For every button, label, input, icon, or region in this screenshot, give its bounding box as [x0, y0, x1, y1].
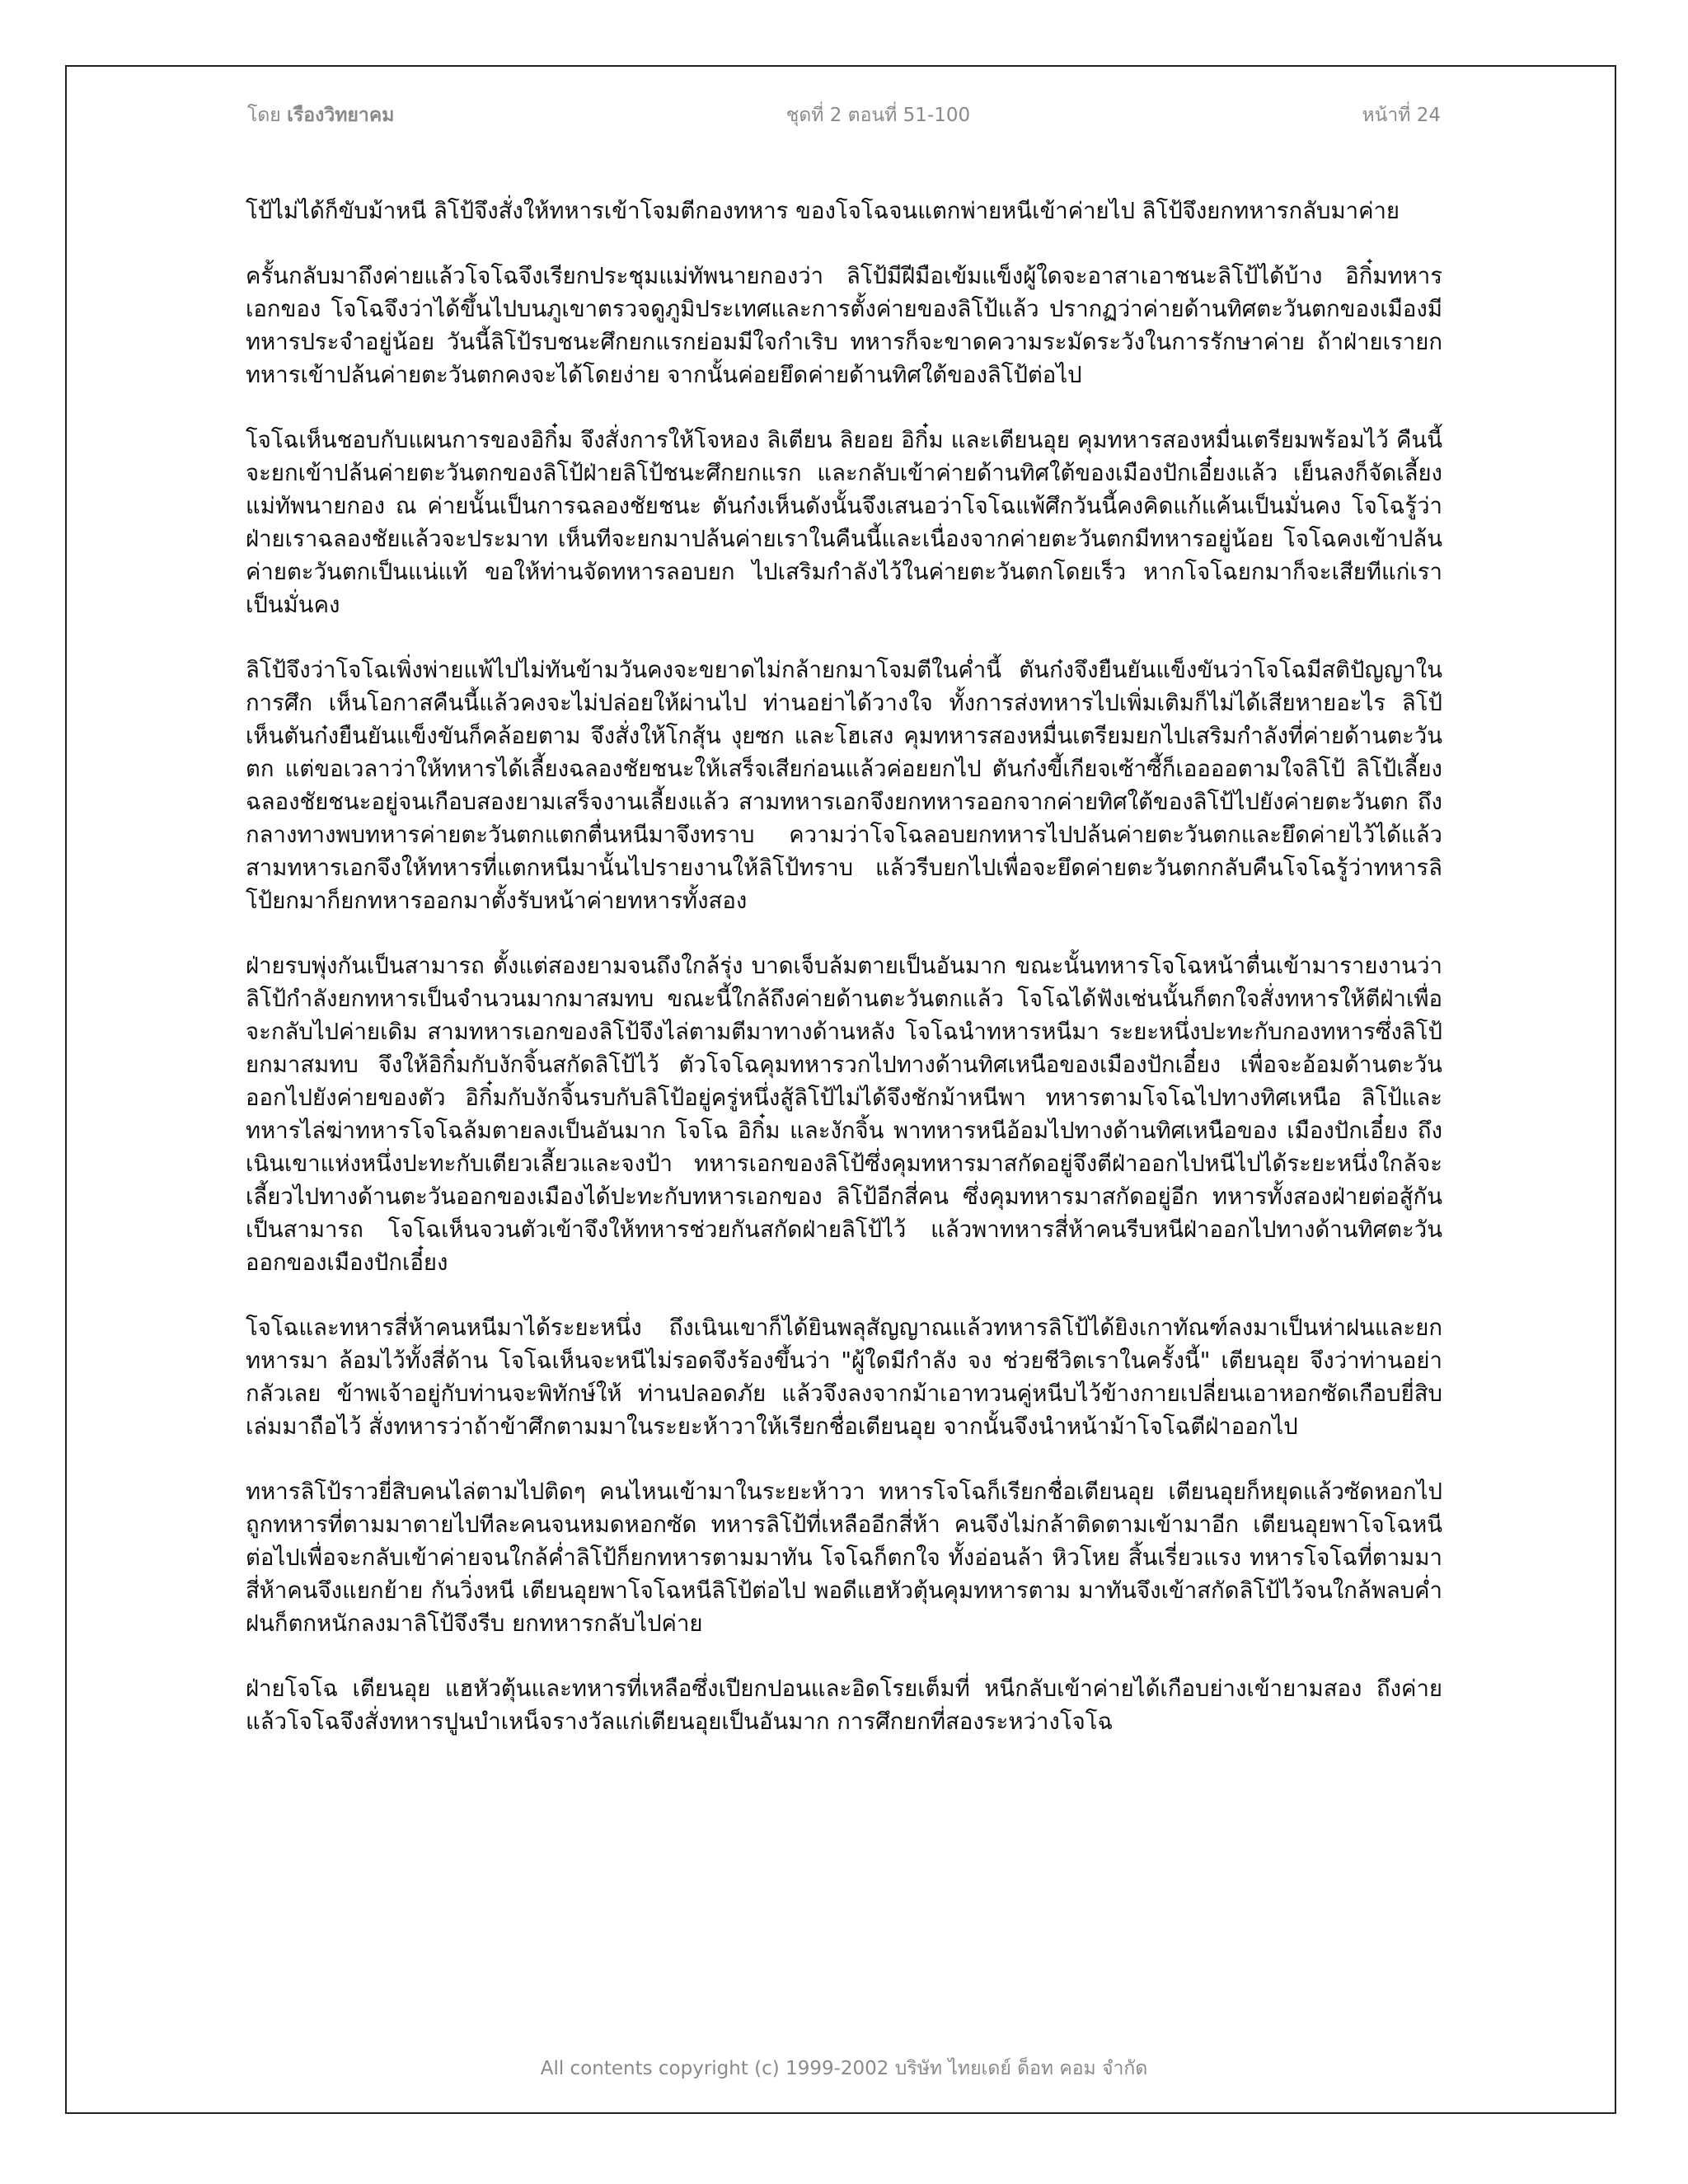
page-header — [247, 99, 1441, 132]
paragraph: ครั้นกลับมาถึงค่ายแล้วโจโฉจึงเรียกประชุมแม่ทัพนายกองว่า ลิโป้มีฝีมือเข้มแข็งผู้ใดจะอาสาเอาชนะลิโป้ได้บ้าง อิกิ๋มทหารเอกของ โจโฉจึงว่าได้ขึ้นไปบนภูเขาตรวจดูภูมิประเทศและการตั้งค่ายของลิโป้แล้ว ปรากฏว่าค่ายด้านทิศตะวันตกของเมืองมีทหารประจำอยู่น้อย วันนี้ลิโป้รบชนะศึกยกแรกย่อมมีใจกำเริบ ทหารก็จะขาดความระมัดระวังในการรักษาค่าย ถ้าฝ่ายเรายกทหารเข้าปล้นค่ายตะวันตกคงจะได้โดยง่าย จากนั้นค่อยยึดค่ายด้านทิศใต้ของลิโป้ต่อไป — [246, 263, 1442, 388]
article-body — [246, 194, 1442, 1770]
author-prefix: โดย — [247, 105, 281, 126]
paragraph: โป้ไม่ได้ก็ขับม้าหนี ลิโป้จึงสั่งให้ทหารเข้าโจมตีกองทหาร ของโจโฉจนแตกพ่ายหนีเข้าค่ายไป ลิโป้จึงยกทหารกลับมาค่าย — [246, 198, 1400, 224]
paragraph: ฝ่ายโจโฉ เตียนอุย แฮหัวตุ้นและทหารที่เหลือซึ่งเปียกปอนและอิดโรยเต็มที่ หนีกลับเข้าค่ายได้เกือบย่างเข้ายามสอง ถึงค่ายแล้วโจโฉจึงสั่งทหารปูนบำเหน็จรางวัลแก่เตียนอุยเป็นอันมาก การศึกยกที่สองระหว่างโจโฉ — [246, 1675, 1442, 1735]
author-credit — [247, 101, 394, 130]
paragraph: โจโฉและทหารสี่ห้าคนหนีมาได้ระยะหนึ่ง ถึงเนินเขาก็ได้ยินพลุสัญญาณแล้วทหารลิโป้ได้ยิงเกาทัณฑ์ลงมาเป็นห่าฝนและยกทหารมา ล้อมไว้ทั้งสี่ด้าน โจโฉเห็นจะหนีไม่รอดจึงร้องขึ้นว่า "ผู้ใดมีกำลัง จง ช่วยชีวิตเราในครั้งนี้" เตียนอุย จึงว่าท่านอย่ากลัวเลย ข้าพเจ้าอยู่กับท่านจะพิทักษ์ให้ ท่านปลอดภัย แล้วจึงลงจากม้าเอาทวนคู่หนีบไว้ข้างกายเปลี่ยนเอาหอกซัดเกือบยี่สิบเล่มมาถือไว้ สั่งทหารว่าถ้าข้าศึกตามมาในระยะห้าวาให้เรียกชื่อเตียนอุย จากนั้นจึงนำหน้าม้าโจโฉตีฝ่าออกไป — [246, 1315, 1442, 1440]
series-label: ชุดที่ 2 ตอนที่ 51-100 — [785, 105, 971, 126]
paragraph: ฝ่ายรบพุ่งกันเป็นสามารถ ตั้งแต่สองยามจนถึงใกล้รุ่ง บาดเจ็บล้มตายเป็นอันมาก ขณะนั้นทหารโจโฉหน้าตื่นเข้ามารายงานว่า ลิโป้กำลังยกทหารเป็นจำนวนมากมาสมทบ ขณะนี้ใกล้ถึงค่ายด้านตะวันตกแล้ว โจโฉได้ฟังเช่นนั้นก็ตกใจสั่งทหารให้ตีฝ่าเพื่อจะกลับไปค่ายเดิม สามทหารเอกของลิโป้จึงไล่ตามตีมาทางด้านหลัง โจโฉนำทหารหนีมา ระยะหนึ่งปะทะกับกองทหารซึ่งลิโป้ยกมาสมทบ จึงให้อิกิ๋มกับงักจิ้นสกัดลิโป้ไว้ ตัวโจโฉคุมทหารวกไปทางด้านทิศเหนือของเมืองปักเอี๋ยง เพื่อจะอ้อมด้านตะวันออกไปยังค่ายของตัว อิกิ๋มกับงักจิ้นรบกับลิโป้อยู่ครู่หนึ่งสู้ลิโป้ไม่ได้จึงชักม้าหนีพา ทหารตามโจโฉไปทางทิศเหนือ ลิโป้และทหารไล่ฆ่าทหารโจโฉล้มตายลงเป็นอันมาก โจโฉ อิกิ๋ม และงักจิ้น พาทหารหนีอ้อมไปทางด้านทิศเหนือของ เมืองปักเอี๋ยง ถึงเนินเขาแห่งหนึ่งปะทะกับเตียวเลี้ยวและจงป้า ทหารเอกของลิโป้ซึ่งคุมทหารมาสกัดอยู่จึงตีฝ่าออกไปหนีไปได้ระยะหนึ่งใกล้จะเลี้ยวไปทางด้านตะวันออกของเมืองได้ปะทะกับทหารเอกของ ลิโป้อีกสี่คน ซึ่งคุมทหารมาสกัดอยู่อีก ทหารทั้งสองฝ่ายต่อสู้กันเป็นสามารถ โจโฉเห็นจวนตัวเข้าจึงให้ทหารช่วยกันสกัดฝ่ายลิโป้ไว้ แล้วพาทหารสี่ห้าคนรีบหนีฝ่าออกไปทางด้านทิศตะวันออกของเมืองปักเอี๋ยง — [246, 953, 1442, 1276]
author-name: เรืองวิทยาคม — [287, 105, 395, 126]
page-number: หน้าที่ 24 — [1362, 105, 1441, 126]
paragraph: โจโฉเห็นชอบกับแผนการของอิกิ๋ม จึงสั่งการให้โจหอง ลิเตียน ลิยอย อิกิ๋ม และเตียนอุย คุมทหารสองหมื่นเตรียมพร้อมไว้ คืนนี้จะยกเข้าปล้นค่ายตะวันตกของลิโป้ฝ่ายลิโป้ชนะศึกยกแรก และกลับเข้าค่ายด้านทิศใต้ของเมืองปักเอี๋ยงแล้ว เย็นลงก็จัดเลี้ยงแม่ทัพนายกอง ณ ค่ายนั้นเป็นการฉลองชัยชนะ ตันก๋งเห็นดังนั้นจึงเสนอว่าโจโฉแพ้ศึกวันนี้คงคิดแก้แค้นเป็นมั่นคง โจโฉรู้ว่าฝ่ายเราฉลองชัยแล้วจะประมาท เห็นทีจะยกมาปล้นค่ายเราในคืนนี้และเนื่องจากค่ายตะวันตกมีทหารอยู่น้อย โจโฉคงเข้าปล้นค่ายตะวันตกเป็นแน่แท้ ขอให้ท่านจัดทหารลอบยก ไปเสริมกำลังไว้ในค่ายตะวันตกโดยเร็ว หากโจโฉยกมาก็จะเสียทีแก่เราเป็นมั่นคง — [246, 427, 1442, 618]
paragraph: ทหารลิโป้ราวยี่สิบคนไล่ตามไปติดๆ คนไหนเข้ามาในระยะห้าวา ทหารโจโฉก็เรียกชื่อเตียนอุย เตียนอุยก็หยุดแล้วซัดหอกไปถูกทหารที่ตามมาตายไปทีละคนจนหมดหอกซัด ทหารลิโป้ที่เหลืออีกสี่ห้า คนจึงไม่กล้าติดตามเข้ามาอีก เตียนอุยพาโจโฉหนีต่อไปเพื่อจะกลับเข้าค่ายจนใกล้ค่ำลิโป้ก็ยกทหารตามมาทัน โจโฉก็ตกใจ ทั้งอ่อนล้า หิวโหย สิ้นเรี่ยวแรง ทหารโจโฉที่ตามมาสี่ห้าคนจึงแยกย้าย กันวิ่งหนี เตียนอุยพาโจโฉหนีลิโป้ต่อไป พอดีแฮหัวตุ้นคุมทหารตาม มาทันจึงเข้าสกัดลิโป้ไว้จนใกล้พลบค่ำ ฝนก็ตกหนักลงมาลิโป้จึงรีบ ยกทหารกลับไปค่าย — [246, 1479, 1442, 1637]
paragraph: ลิโป้จึงว่าโจโฉเพิ่งพ่ายแพ้ไปไม่ทันข้ามวันคงจะขยาดไม่กล้ายกมาโจมตีในค่ำนี้ ตันก๋งจึงยืนยันแข็งขันว่าโจโฉมีสติปัญญาในการศึก เห็นโอกาสคืนนี้แล้วคงจะไม่ปล่อยให้ผ่านไป ท่านอย่าได้วางใจ ทั้งการส่งทหารไปเพิ่มเติมก็ไม่ได้เสียหายอะไร ลิโป้เห็นตันก๋งยืนยันแข็งขันก็คล้อยตาม จึงสั่งให้โกสุ้น งุยซก และโฮเสง คุมทหารสองหมื่นเตรียมยกไปเสริมกำลังที่ค่ายด้านตะวันตก แต่ขอเวลาว่าให้ทหารได้เลี้ยงฉลองชัยชนะให้เสร็จเสียก่อนแล้วค่อยยกไป ตันก๋งขี้เกียจเซ้าซี้ก็เออออตามใจลิโป้ ลิโป้เลี้ยงฉลองชัยชนะอยู่จนเกือบสองยามเสร็จงานเลี้ยงแล้ว สามทหารเอกจึงยกทหารออกจากค่ายทิศใต้ของลิโป้ไปยังค่ายตะวันตก ถึงกลางทางพบทหารค่ายตะวันตกแตกตื่นหนีมาจึงทราบ ความว่าโจโฉลอบยกทหารไปปล้นค่ายตะวันตกและยึดค่ายไว้ได้แล้ว สามทหารเอกจึงให้ทหารที่แตกหนีมานั้นไปรายงานให้ลิโป้ทราบ แล้วรีบยกไปเพื่อจะยึดค่ายตะวันตกกลับคืนโจโฉรู้ว่าทหารลิโป้ยกมาก็ยกทหารออกมาตั้งรับหน้าค่ายทหารทั้งสอง — [246, 657, 1442, 914]
copyright-footer: All contents copyright (c) 1999-2002 บริษัท ไทยเดย์ ด็อท คอม จำกัด — [540, 2058, 1148, 2079]
